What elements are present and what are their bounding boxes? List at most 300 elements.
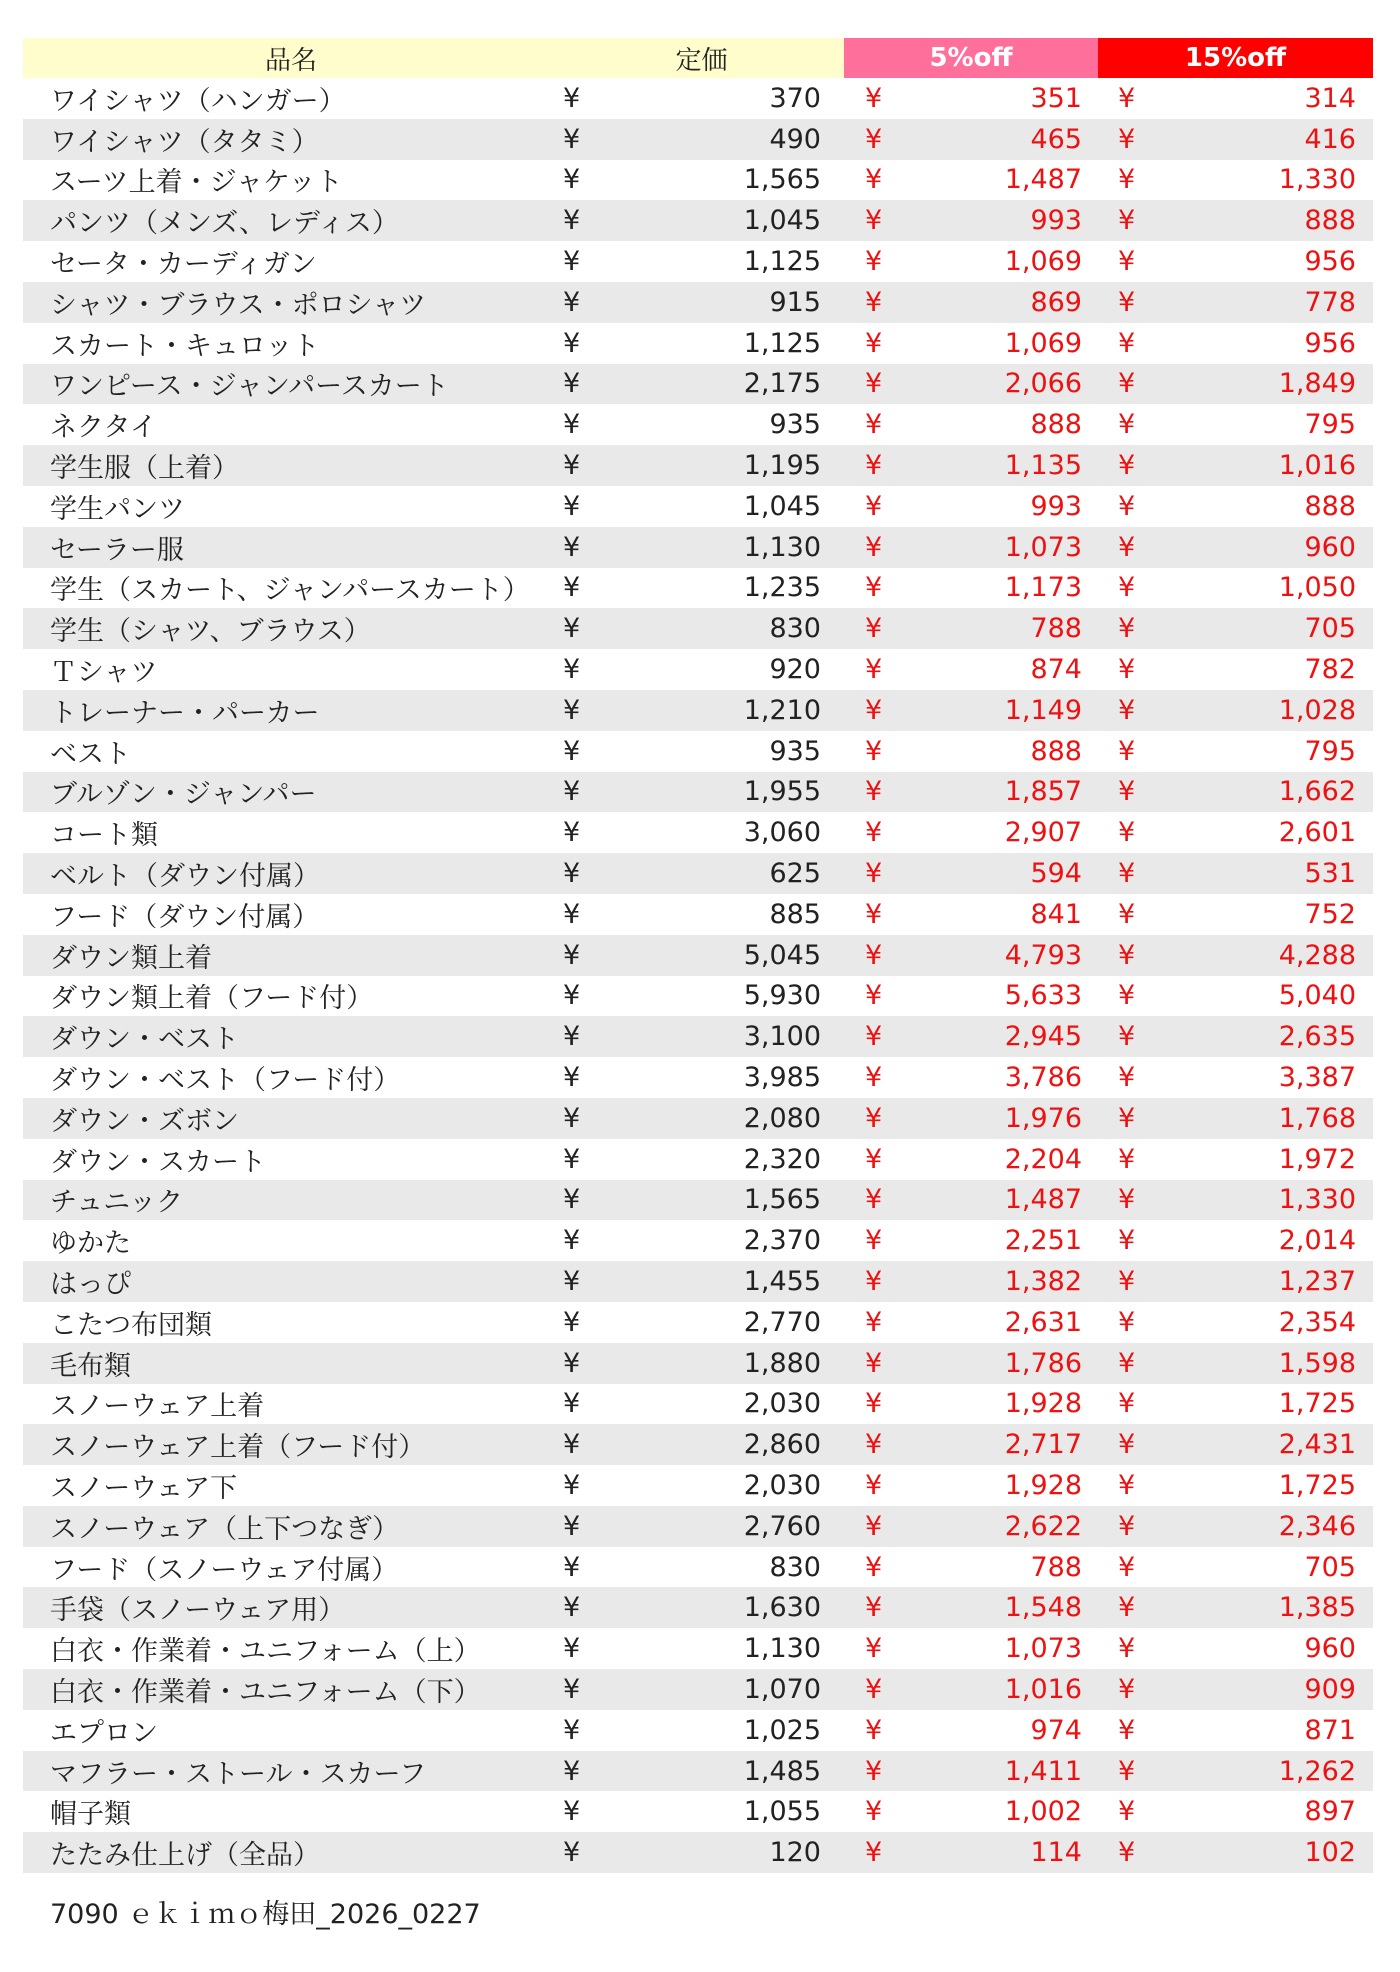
off5-price-cell bbox=[844, 1021, 1098, 1052]
off15-price-value: 416 bbox=[1304, 123, 1356, 155]
off5-price-value: 841 bbox=[1030, 898, 1082, 930]
off15-price-value: 1,262 bbox=[1278, 1755, 1356, 1787]
off15-price-cell bbox=[1098, 572, 1373, 603]
yen-symbol: ¥ bbox=[865, 82, 883, 114]
yen-symbol: ¥ bbox=[1118, 1184, 1136, 1216]
list-price-value: 2,175 bbox=[743, 368, 821, 400]
off15-price-cell bbox=[1098, 328, 1373, 359]
list-price-value: 1,955 bbox=[743, 776, 821, 808]
yen-symbol: ¥ bbox=[1118, 1225, 1136, 1257]
item-name: ベスト bbox=[50, 738, 131, 770]
off5-price-cell bbox=[844, 1348, 1098, 1379]
yen-symbol: ¥ bbox=[1118, 1347, 1136, 1379]
yen-symbol: ¥ bbox=[865, 1551, 883, 1583]
item-name: ワイシャツ（タタミ） bbox=[50, 126, 319, 158]
yen-symbol: ¥ bbox=[865, 409, 883, 441]
off5-price-cell bbox=[844, 532, 1098, 563]
list-price-cell bbox=[559, 736, 844, 767]
list-price-cell bbox=[559, 899, 844, 930]
list-price-cell bbox=[559, 328, 844, 359]
off15-price-value: 782 bbox=[1304, 654, 1356, 686]
yen-symbol: ¥ bbox=[865, 1755, 883, 1787]
off5-price-cell bbox=[844, 124, 1098, 155]
list-price-cell bbox=[559, 409, 844, 440]
yen-symbol: ¥ bbox=[865, 980, 883, 1012]
off15-price-value: 2,431 bbox=[1278, 1429, 1356, 1461]
off5-price-cell bbox=[844, 899, 1098, 930]
yen-symbol: ¥ bbox=[1118, 1102, 1136, 1134]
off5-price-cell bbox=[844, 1796, 1098, 1827]
yen-symbol: ¥ bbox=[563, 531, 581, 563]
off5-price-value: 114 bbox=[1030, 1837, 1082, 1869]
list-price-cell bbox=[559, 1266, 844, 1297]
yen-symbol: ¥ bbox=[1118, 1062, 1136, 1094]
table-row bbox=[23, 853, 1373, 894]
table-row bbox=[23, 690, 1373, 731]
off15-price-cell bbox=[1098, 654, 1373, 685]
table-row bbox=[23, 78, 1373, 119]
off15-price-value: 2,354 bbox=[1278, 1306, 1356, 1338]
yen-symbol: ¥ bbox=[1118, 1673, 1136, 1705]
item-name: 学生（スカート、ジャンパースカート） bbox=[50, 575, 530, 607]
off5-price-value: 2,631 bbox=[1004, 1306, 1082, 1338]
off5-price-cell bbox=[844, 940, 1098, 971]
off15-price-cell bbox=[1098, 409, 1373, 440]
off15-price-cell bbox=[1098, 450, 1373, 481]
list-price-cell bbox=[559, 817, 844, 848]
item-name: たたみ仕上げ（全品） bbox=[50, 1840, 320, 1872]
list-price-cell bbox=[559, 1674, 844, 1705]
off15-price-value: 888 bbox=[1304, 205, 1356, 237]
item-name: Ｔシャツ bbox=[50, 657, 158, 689]
yen-symbol: ¥ bbox=[563, 1714, 581, 1746]
list-price-cell bbox=[559, 1552, 844, 1583]
item-name: 手袋（スノーウェア用） bbox=[50, 1595, 346, 1627]
yen-symbol: ¥ bbox=[865, 1673, 883, 1705]
table-row bbox=[23, 160, 1373, 201]
list-price-cell bbox=[559, 450, 844, 481]
list-price-value: 625 bbox=[769, 858, 821, 890]
item-name: スノーウェア下 bbox=[50, 1472, 238, 1504]
off15-price-cell bbox=[1098, 1429, 1373, 1460]
yen-symbol: ¥ bbox=[865, 1469, 883, 1501]
yen-symbol: ¥ bbox=[865, 1633, 883, 1665]
list-price-cell bbox=[559, 1429, 844, 1460]
table-row bbox=[23, 1016, 1373, 1057]
header-15-percent-off: 15%off bbox=[1098, 38, 1373, 78]
table-row bbox=[23, 1180, 1373, 1221]
yen-symbol: ¥ bbox=[1118, 1266, 1136, 1297]
yen-symbol: ¥ bbox=[865, 1102, 883, 1134]
list-price-value: 1,880 bbox=[743, 1347, 821, 1379]
off5-price-value: 1,069 bbox=[1004, 246, 1082, 278]
off5-price-cell bbox=[844, 368, 1098, 399]
yen-symbol: ¥ bbox=[563, 654, 581, 686]
yen-symbol: ¥ bbox=[1118, 1021, 1136, 1053]
off15-price-value: 1,849 bbox=[1278, 368, 1356, 400]
list-price-cell bbox=[559, 1103, 844, 1134]
yen-symbol: ¥ bbox=[563, 450, 581, 482]
yen-symbol: ¥ bbox=[1118, 572, 1136, 604]
off5-price-cell bbox=[844, 1592, 1098, 1623]
yen-symbol: ¥ bbox=[865, 531, 883, 563]
off15-price-cell bbox=[1098, 776, 1373, 807]
list-price-value: 830 bbox=[769, 1551, 821, 1583]
yen-symbol: ¥ bbox=[865, 1225, 883, 1257]
yen-symbol: ¥ bbox=[865, 368, 883, 400]
yen-symbol: ¥ bbox=[563, 858, 581, 890]
off15-price-cell bbox=[1098, 1388, 1373, 1419]
list-price-value: 2,860 bbox=[743, 1429, 821, 1461]
off5-price-value: 993 bbox=[1030, 490, 1082, 522]
yen-symbol: ¥ bbox=[1118, 1592, 1136, 1624]
off15-price-cell bbox=[1098, 1756, 1373, 1787]
yen-symbol: ¥ bbox=[1118, 327, 1136, 359]
table-row bbox=[23, 527, 1373, 568]
list-price-cell bbox=[559, 1388, 844, 1419]
off15-price-cell bbox=[1098, 899, 1373, 930]
off15-price-value: 5,040 bbox=[1278, 980, 1356, 1012]
item-name: コート類 bbox=[50, 820, 158, 852]
yen-symbol: ¥ bbox=[563, 1551, 581, 1583]
list-price-cell bbox=[559, 940, 844, 971]
yen-symbol: ¥ bbox=[563, 1184, 581, 1216]
table-row bbox=[23, 1220, 1373, 1261]
item-name: パンツ（メンズ、レディス） bbox=[50, 208, 399, 240]
off5-price-value: 869 bbox=[1030, 286, 1082, 318]
yen-symbol: ¥ bbox=[563, 898, 581, 930]
list-price-cell bbox=[559, 246, 844, 277]
off5-price-cell bbox=[844, 328, 1098, 359]
yen-symbol: ¥ bbox=[1118, 898, 1136, 930]
table-body bbox=[23, 78, 1373, 1873]
off5-price-cell bbox=[844, 164, 1098, 195]
yen-symbol: ¥ bbox=[563, 164, 581, 196]
yen-symbol: ¥ bbox=[563, 286, 581, 318]
yen-symbol: ¥ bbox=[563, 817, 581, 849]
item-name: ベルト（ダウン付属） bbox=[50, 861, 320, 893]
off5-price-cell bbox=[844, 654, 1098, 685]
table-row bbox=[23, 1628, 1373, 1669]
yen-symbol: ¥ bbox=[865, 1429, 883, 1461]
table-row bbox=[23, 364, 1373, 405]
yen-symbol: ¥ bbox=[865, 654, 883, 686]
store-code-footer: 7090 ｅｋｉｍｏ梅田_2026_0227 bbox=[50, 1899, 481, 1930]
off15-price-cell bbox=[1098, 1633, 1373, 1664]
off5-price-cell bbox=[844, 1388, 1098, 1419]
list-price-value: 2,760 bbox=[743, 1510, 821, 1542]
table-row bbox=[23, 1139, 1373, 1180]
off5-price-cell bbox=[844, 1225, 1098, 1256]
yen-symbol: ¥ bbox=[563, 613, 581, 645]
off15-price-value: 1,725 bbox=[1278, 1388, 1356, 1420]
off5-price-cell bbox=[844, 287, 1098, 318]
yen-symbol: ¥ bbox=[865, 246, 883, 278]
header-item-name: 品名 bbox=[23, 38, 559, 78]
off15-price-cell bbox=[1098, 1144, 1373, 1175]
yen-symbol: ¥ bbox=[563, 368, 581, 400]
list-price-value: 935 bbox=[769, 735, 821, 767]
yen-symbol: ¥ bbox=[1118, 1796, 1136, 1828]
table-row bbox=[23, 241, 1373, 282]
off15-price-cell bbox=[1098, 1470, 1373, 1501]
off5-price-cell bbox=[844, 205, 1098, 236]
list-price-value: 2,080 bbox=[743, 1102, 821, 1134]
off5-price-cell bbox=[844, 491, 1098, 522]
off15-price-cell bbox=[1098, 205, 1373, 236]
table-row bbox=[23, 1098, 1373, 1139]
off5-price-value: 1,149 bbox=[1004, 694, 1082, 726]
off5-price-value: 1,976 bbox=[1004, 1102, 1082, 1134]
item-name: 白衣・作業着・ユニフォーム（下） bbox=[50, 1676, 481, 1708]
yen-symbol: ¥ bbox=[865, 1837, 883, 1869]
off5-price-value: 1,069 bbox=[1004, 327, 1082, 359]
off15-price-value: 705 bbox=[1304, 613, 1356, 645]
item-name: フード（スノーウェア付属） bbox=[50, 1554, 399, 1586]
off5-price-value: 4,793 bbox=[1004, 939, 1082, 971]
off5-price-cell bbox=[844, 1633, 1098, 1664]
yen-symbol: ¥ bbox=[563, 1306, 581, 1338]
yen-symbol: ¥ bbox=[563, 1755, 581, 1787]
yen-symbol: ¥ bbox=[865, 1021, 883, 1053]
off15-price-value: 960 bbox=[1304, 531, 1356, 563]
yen-symbol: ¥ bbox=[1118, 1551, 1136, 1583]
yen-symbol: ¥ bbox=[563, 1633, 581, 1665]
off5-price-cell bbox=[844, 817, 1098, 848]
off5-price-cell bbox=[844, 736, 1098, 767]
list-price-cell bbox=[559, 1511, 844, 1542]
list-price-cell bbox=[559, 368, 844, 399]
yen-symbol: ¥ bbox=[1118, 1388, 1136, 1420]
off15-price-cell bbox=[1098, 940, 1373, 971]
off15-price-value: 531 bbox=[1304, 858, 1356, 890]
yen-symbol: ¥ bbox=[563, 1510, 581, 1542]
item-name: 毛布類 bbox=[50, 1350, 131, 1382]
item-name: ブルゾン・ジャンパー bbox=[50, 779, 317, 811]
yen-symbol: ¥ bbox=[563, 980, 581, 1012]
table-row bbox=[23, 1587, 1373, 1628]
list-price-cell bbox=[559, 1225, 844, 1256]
list-price-value: 915 bbox=[769, 286, 821, 318]
list-price-value: 3,985 bbox=[743, 1062, 821, 1094]
off15-price-cell bbox=[1098, 491, 1373, 522]
table-row bbox=[23, 282, 1373, 323]
yen-symbol: ¥ bbox=[563, 1673, 581, 1705]
list-price-cell bbox=[559, 1062, 844, 1093]
table-row bbox=[23, 404, 1373, 445]
off15-price-cell bbox=[1098, 1715, 1373, 1746]
off15-price-value: 871 bbox=[1304, 1714, 1356, 1746]
off5-price-value: 1,487 bbox=[1004, 164, 1082, 196]
off15-price-value: 795 bbox=[1304, 409, 1356, 441]
yen-symbol: ¥ bbox=[1118, 817, 1136, 849]
off15-price-value: 314 bbox=[1304, 82, 1356, 114]
table-row bbox=[23, 1057, 1373, 1098]
yen-symbol: ¥ bbox=[865, 1184, 883, 1216]
yen-symbol: ¥ bbox=[1118, 205, 1136, 237]
yen-symbol: ¥ bbox=[563, 82, 581, 114]
off15-price-cell bbox=[1098, 1348, 1373, 1379]
off15-price-value: 1,050 bbox=[1278, 572, 1356, 604]
list-price-value: 1,565 bbox=[743, 164, 821, 196]
yen-symbol: ¥ bbox=[563, 1837, 581, 1869]
list-price-value: 1,130 bbox=[743, 1633, 821, 1665]
off15-price-value: 2,014 bbox=[1278, 1225, 1356, 1257]
yen-symbol: ¥ bbox=[865, 776, 883, 808]
yen-symbol: ¥ bbox=[865, 939, 883, 971]
off15-price-value: 705 bbox=[1304, 1551, 1356, 1583]
item-name: ダウン類上着 bbox=[50, 942, 212, 974]
off15-price-value: 795 bbox=[1304, 735, 1356, 767]
yen-symbol: ¥ bbox=[865, 1510, 883, 1542]
off15-price-value: 909 bbox=[1304, 1673, 1356, 1705]
off15-price-cell bbox=[1098, 1184, 1373, 1215]
list-price-cell bbox=[559, 1021, 844, 1052]
off5-price-cell bbox=[844, 1715, 1098, 1746]
list-price-cell bbox=[559, 205, 844, 236]
off5-price-cell bbox=[844, 572, 1098, 603]
list-price-cell bbox=[559, 1633, 844, 1664]
off5-price-value: 1,487 bbox=[1004, 1184, 1082, 1216]
off5-price-value: 594 bbox=[1030, 858, 1082, 890]
yen-symbol: ¥ bbox=[865, 1388, 883, 1420]
yen-symbol: ¥ bbox=[1118, 776, 1136, 808]
off15-price-value: 1,662 bbox=[1278, 776, 1356, 808]
yen-symbol: ¥ bbox=[563, 327, 581, 359]
table-row bbox=[23, 976, 1373, 1017]
list-price-cell bbox=[559, 776, 844, 807]
yen-symbol: ¥ bbox=[1118, 368, 1136, 400]
item-name: 学生パンツ bbox=[50, 493, 185, 525]
yen-symbol: ¥ bbox=[865, 1347, 883, 1379]
off5-price-cell bbox=[844, 1429, 1098, 1460]
table-row bbox=[23, 772, 1373, 813]
list-price-cell bbox=[559, 532, 844, 563]
off5-price-cell bbox=[844, 695, 1098, 726]
off5-price-cell bbox=[844, 776, 1098, 807]
yen-symbol: ¥ bbox=[1118, 490, 1136, 522]
yen-symbol: ¥ bbox=[1118, 409, 1136, 441]
off15-price-cell bbox=[1098, 980, 1373, 1011]
off15-price-value: 2,635 bbox=[1278, 1021, 1356, 1053]
yen-symbol: ¥ bbox=[563, 490, 581, 522]
table-row bbox=[23, 1302, 1373, 1343]
off15-price-value: 1,237 bbox=[1278, 1266, 1356, 1297]
yen-symbol: ¥ bbox=[865, 735, 883, 767]
off15-price-cell bbox=[1098, 532, 1373, 563]
table-row bbox=[23, 486, 1373, 527]
list-price-value: 3,060 bbox=[743, 817, 821, 849]
yen-symbol: ¥ bbox=[865, 1143, 883, 1175]
list-price-value: 1,235 bbox=[743, 572, 821, 604]
item-name: セータ・カーディガン bbox=[50, 249, 317, 281]
item-name: マフラー・ストール・スカーフ bbox=[50, 1758, 427, 1790]
off5-price-value: 1,857 bbox=[1004, 776, 1082, 808]
list-price-value: 5,930 bbox=[743, 980, 821, 1012]
off5-price-value: 1,928 bbox=[1004, 1388, 1082, 1420]
table-row bbox=[23, 731, 1373, 772]
off15-price-value: 1,385 bbox=[1278, 1592, 1356, 1624]
yen-symbol: ¥ bbox=[865, 1714, 883, 1746]
off15-price-value: 1,725 bbox=[1278, 1469, 1356, 1501]
off5-price-value: 3,786 bbox=[1004, 1062, 1082, 1094]
table-row bbox=[23, 1343, 1373, 1384]
list-price-value: 2,370 bbox=[743, 1225, 821, 1257]
list-price-value: 1,125 bbox=[743, 327, 821, 359]
item-name: 帽子類 bbox=[50, 1799, 131, 1831]
item-name: ダウン類上着（フード付） bbox=[50, 983, 374, 1015]
list-price-value: 830 bbox=[769, 613, 821, 645]
yen-symbol: ¥ bbox=[865, 164, 883, 196]
off15-price-cell bbox=[1098, 1592, 1373, 1623]
yen-symbol: ¥ bbox=[563, 246, 581, 278]
list-price-cell bbox=[559, 858, 844, 889]
yen-symbol: ¥ bbox=[1118, 1306, 1136, 1338]
table-row bbox=[23, 119, 1373, 160]
off5-price-cell bbox=[844, 409, 1098, 440]
list-price-value: 1,630 bbox=[743, 1592, 821, 1624]
yen-symbol: ¥ bbox=[1118, 1510, 1136, 1542]
list-price-value: 370 bbox=[769, 82, 821, 114]
item-name: 学生服（上着） bbox=[50, 453, 239, 485]
item-name: シャツ・ブラウス・ポロシャツ bbox=[50, 289, 427, 321]
yen-symbol: ¥ bbox=[865, 327, 883, 359]
table-row bbox=[23, 1384, 1373, 1425]
off5-price-cell bbox=[844, 1470, 1098, 1501]
list-price-value: 490 bbox=[769, 123, 821, 155]
item-name: チュニック bbox=[50, 1187, 184, 1219]
list-price-cell bbox=[559, 491, 844, 522]
yen-symbol: ¥ bbox=[865, 1592, 883, 1624]
off15-price-value: 956 bbox=[1304, 246, 1356, 278]
table-row bbox=[23, 1751, 1373, 1792]
off5-price-cell bbox=[844, 1674, 1098, 1705]
list-price-cell bbox=[559, 164, 844, 195]
yen-symbol: ¥ bbox=[1118, 613, 1136, 645]
list-price-value: 3,100 bbox=[743, 1021, 821, 1053]
off15-price-cell bbox=[1098, 736, 1373, 767]
off5-price-value: 788 bbox=[1030, 1551, 1082, 1583]
off5-price-value: 1,073 bbox=[1004, 531, 1082, 563]
table-row bbox=[23, 445, 1373, 486]
yen-symbol: ¥ bbox=[563, 205, 581, 237]
off15-price-value: 4,288 bbox=[1278, 939, 1356, 971]
list-price-value: 1,455 bbox=[743, 1266, 821, 1297]
off5-price-value: 2,945 bbox=[1004, 1021, 1082, 1053]
off15-price-value: 1,768 bbox=[1278, 1102, 1356, 1134]
off15-price-cell bbox=[1098, 1511, 1373, 1542]
yen-symbol: ¥ bbox=[865, 898, 883, 930]
off15-price-value: 1,972 bbox=[1278, 1143, 1356, 1175]
list-price-value: 1,210 bbox=[743, 694, 821, 726]
off15-price-cell bbox=[1098, 287, 1373, 318]
off15-price-value: 1,028 bbox=[1278, 694, 1356, 726]
list-price-value: 1,485 bbox=[743, 1755, 821, 1787]
item-name: こたつ布団類 bbox=[50, 1309, 212, 1341]
yen-symbol: ¥ bbox=[1118, 939, 1136, 971]
off5-price-cell bbox=[844, 980, 1098, 1011]
yen-symbol: ¥ bbox=[563, 572, 581, 604]
yen-symbol: ¥ bbox=[563, 1469, 581, 1501]
yen-symbol: ¥ bbox=[563, 694, 581, 726]
item-name: スノーウェア上着 bbox=[50, 1391, 265, 1423]
off5-price-value: 2,204 bbox=[1004, 1143, 1082, 1175]
off15-price-value: 102 bbox=[1304, 1837, 1356, 1869]
item-name: ダウン・ベスト bbox=[50, 1024, 239, 1056]
off5-price-value: 874 bbox=[1030, 654, 1082, 686]
yen-symbol: ¥ bbox=[1118, 246, 1136, 278]
table-row bbox=[23, 200, 1373, 241]
